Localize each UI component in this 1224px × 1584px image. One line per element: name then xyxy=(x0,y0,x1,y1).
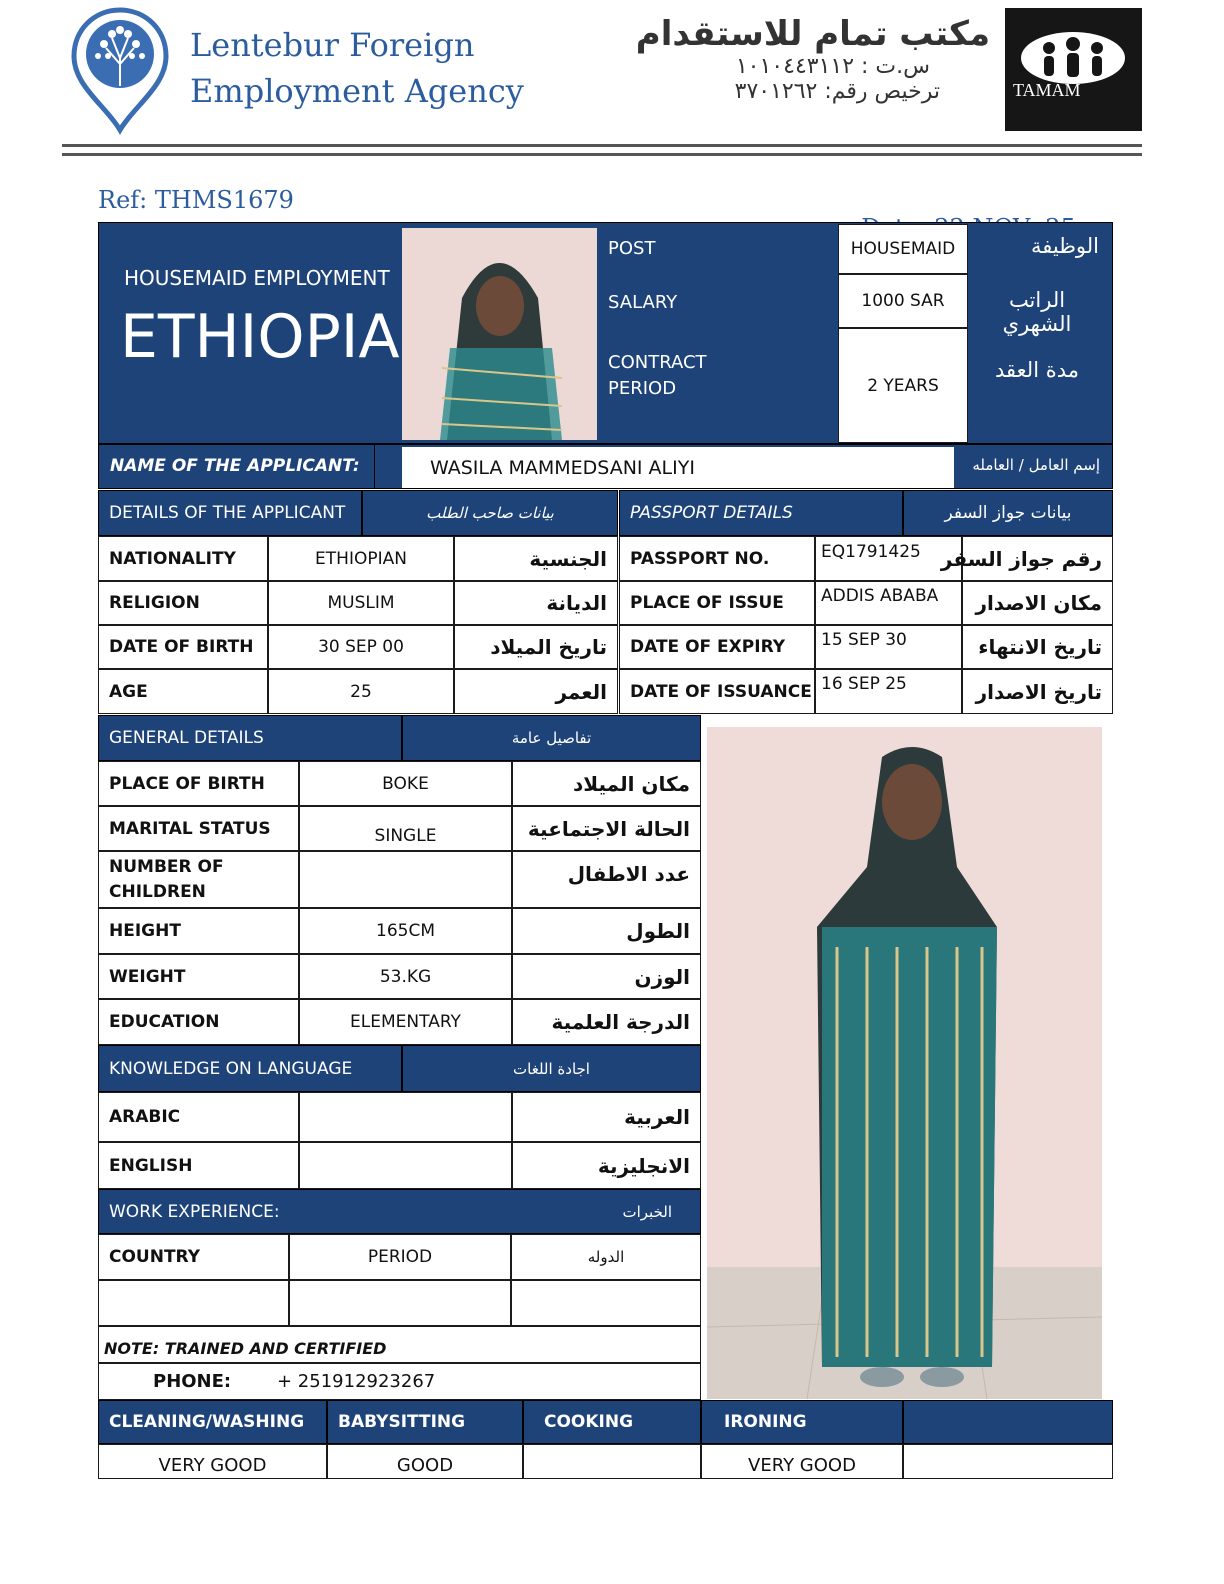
agency-ar-title: مكتب تمام للاستقدام xyxy=(635,14,990,54)
skill-value-babysitting: GOOD xyxy=(327,1444,523,1479)
header-divider xyxy=(62,144,1142,156)
post-value: HOUSEMAID xyxy=(838,224,968,274)
dob-label-ar: تاريخ الميلاد xyxy=(454,625,618,669)
skill-header-ironing: IRONING xyxy=(701,1400,903,1444)
height-label-ar: الطول xyxy=(512,908,701,954)
contract-value: 2 YEARS xyxy=(838,328,968,443)
passport-header xyxy=(619,490,903,536)
experience-row-extra xyxy=(511,1280,701,1326)
experience-col-country: COUNTRY xyxy=(98,1234,289,1280)
tamam-logo xyxy=(1005,8,1142,131)
agency-name-line1: Lentebur Foreign xyxy=(190,26,475,64)
english-label-ar: الانجليزية xyxy=(512,1142,701,1189)
place-of-birth-value: BOKE xyxy=(299,761,512,806)
note-row xyxy=(98,1326,701,1363)
issuance-value: 16 SEP 25 xyxy=(815,669,962,714)
tamam-logo-text: TAMAM xyxy=(1013,80,1081,100)
passport-no-label-ar: رقم جواز السفر xyxy=(962,536,1113,581)
skill-header-cooking: COOKING xyxy=(523,1400,701,1444)
applicant-portrait xyxy=(402,228,597,440)
portrait-figure-icon xyxy=(402,228,597,440)
experience-header xyxy=(98,1189,701,1234)
job-label-contract: CONTRACT PERIOD xyxy=(608,352,707,399)
skill-value-extra xyxy=(903,1444,1113,1479)
salary-label-ar: الراتب الشهري xyxy=(1002,288,1072,336)
banner-country: ETHIOPIA xyxy=(120,302,400,372)
passport-no-value: EQ1791425 xyxy=(815,536,962,581)
details-header-ar: بيانات صاحب الطلب xyxy=(362,490,618,536)
language-header xyxy=(98,1045,402,1092)
children-label xyxy=(98,851,299,908)
experience-header-ar: الخبرات xyxy=(622,1202,672,1221)
place-of-issue-label: PLACE OF ISSUE xyxy=(619,581,815,625)
salary-value: 1000 SAR xyxy=(838,274,968,328)
agency-name-ar xyxy=(580,14,990,104)
marital-status-value: SINGLE xyxy=(299,806,512,851)
contract-label-ar: مدة العقد xyxy=(995,358,1079,382)
religion-label: RELIGION xyxy=(98,581,268,625)
language-header-ar: اجادة اللغات xyxy=(402,1045,701,1092)
skill-header-babysitting: BABYSITTING xyxy=(327,1400,523,1444)
details-header-label: DETAILS OF THE APPLICANT xyxy=(109,503,346,523)
place-of-birth-label: PLACE OF BIRTH xyxy=(98,761,299,806)
age-label-ar: العمر xyxy=(454,669,618,714)
nationality-label-ar: الجنسية xyxy=(454,536,618,581)
experience-row-period xyxy=(289,1280,511,1326)
agency-logo-pin-icon xyxy=(70,8,170,132)
passport-header-label: PASSPORT DETAILS xyxy=(630,503,793,523)
expiry-value: 15 SEP 30 xyxy=(815,625,962,669)
arabic-value xyxy=(299,1092,512,1142)
job-label-post: POST xyxy=(608,238,656,259)
general-header-label: GENERAL DETAILS xyxy=(109,728,264,748)
height-value: 165CM xyxy=(299,908,512,954)
issuance-label-ar: تاريخ الاصدار xyxy=(962,669,1113,714)
language-header-label: KNOWLEDGE ON LANGUAGE xyxy=(109,1058,353,1079)
arabic-label-ar: العربية xyxy=(512,1092,701,1142)
religion-value: MUSLIM xyxy=(268,581,454,625)
place-of-birth-label-ar: مكان الميلاد xyxy=(512,761,701,806)
place-of-issue-value: ADDIS ABABA xyxy=(815,581,962,625)
post-label-ar: الوظيفة xyxy=(1030,234,1099,258)
name-label: NAME OF THE APPLICANT: xyxy=(110,456,360,476)
applicant-name-value: WASILA MAMMEDSANI ALIYI xyxy=(402,447,954,488)
expiry-label: DATE OF EXPIRY xyxy=(619,625,815,669)
children-label-line1: NUMBER OF xyxy=(109,856,224,877)
agency-name-line2: Employment Agency xyxy=(190,72,524,110)
skill-value-ironing: VERY GOOD xyxy=(701,1444,903,1479)
marital-status-label-ar: الحالة الاجتماعية xyxy=(512,806,701,851)
age-label: AGE xyxy=(98,669,268,714)
ref-value: THMS1679 xyxy=(154,186,294,214)
experience-row-country xyxy=(98,1280,289,1326)
education-label: EDUCATION xyxy=(98,999,299,1045)
experience-col-period: PERIOD xyxy=(289,1234,511,1280)
general-header-ar: تفاصيل عامة xyxy=(402,715,701,761)
nationality-label: NATIONALITY xyxy=(98,536,268,581)
banner-subtitle: HOUSEMAID EMPLOYMENT xyxy=(124,266,390,290)
agency-ar-license: ترخيص رقم: ٣٧٠١٢٦٢ xyxy=(734,79,940,104)
experience-header-label: WORK EXPERIENCE: xyxy=(109,1201,280,1222)
note-text: NOTE: TRAINED AND CERTIFIED xyxy=(104,1339,387,1358)
education-value: ELEMENTARY xyxy=(299,999,512,1045)
weight-label-ar: الوزن xyxy=(512,954,701,999)
children-label-line2: CHILDREN xyxy=(109,881,206,902)
phone-value: + 251912923267 xyxy=(277,1371,436,1392)
weight-label: WEIGHT xyxy=(98,954,299,999)
skill-value-cleaning: VERY GOOD xyxy=(98,1444,327,1479)
skill-header-cleaning: CLEANING/WASHING xyxy=(98,1400,327,1444)
phone-row xyxy=(98,1363,701,1400)
expiry-label-ar: تاريخ الانتهاء xyxy=(962,625,1113,669)
age-value: 25 xyxy=(268,669,454,714)
skill-header-extra xyxy=(903,1400,1113,1444)
passport-no-label: PASSPORT NO. xyxy=(619,536,815,581)
name-label-ar: إسم العامل / العامله xyxy=(972,456,1100,474)
arabic-label: ARABIC xyxy=(98,1092,299,1142)
education-label-ar: الدرجة العلمية xyxy=(512,999,701,1045)
experience-col-ar: الدوله xyxy=(511,1234,701,1280)
weight-value: 53.KG xyxy=(299,954,512,999)
applicant-full-photo xyxy=(707,727,1102,1399)
english-value xyxy=(299,1142,512,1189)
ref-line xyxy=(98,186,294,214)
agency-ar-cr: س.ت : ١٠١٠٤٤٣١١٢ xyxy=(735,54,930,79)
religion-label-ar: الديانة xyxy=(454,581,618,625)
agency-name-en xyxy=(190,22,524,114)
children-label-ar: عدد الاطفال xyxy=(512,851,701,908)
height-label: HEIGHT xyxy=(98,908,299,954)
dob-label: DATE OF BIRTH xyxy=(98,625,268,669)
children-value xyxy=(299,851,512,908)
job-label-salary: SALARY xyxy=(608,292,678,313)
ref-label: Ref: xyxy=(98,186,148,214)
skill-value-cooking xyxy=(523,1444,701,1479)
details-header xyxy=(98,490,362,536)
english-label: ENGLISH xyxy=(98,1142,299,1189)
marital-status-label: MARITAL STATUS xyxy=(98,806,299,851)
phone-label: PHONE: xyxy=(153,1371,232,1392)
passport-header-ar: بيانات جواز السفر xyxy=(903,490,1113,536)
tamam-people-icon xyxy=(1005,18,1142,88)
dob-value: 30 SEP 00 xyxy=(268,625,454,669)
nationality-value: ETHIOPIAN xyxy=(268,536,454,581)
place-of-issue-label-ar: مكان الاصدار xyxy=(962,581,1113,625)
issuance-label: DATE OF ISSUANCE xyxy=(619,669,815,714)
general-header xyxy=(98,715,402,761)
name-divider xyxy=(374,444,375,489)
full-photo-figure-icon xyxy=(707,727,1102,1399)
